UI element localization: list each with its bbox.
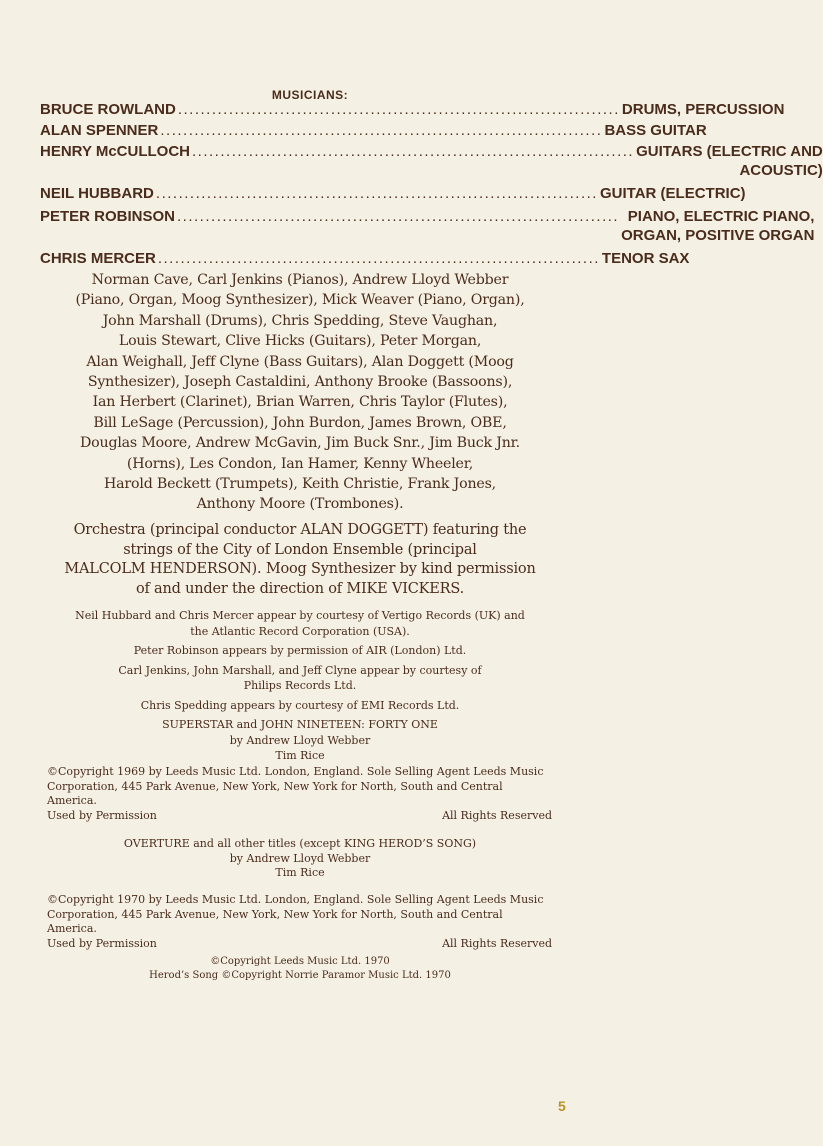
credit-line: Ian Herbert (Clarinet), Brian Warren, Chris Taylor (Flutes), [92,394,508,411]
musician-role: BASS GUITAR [604,122,707,139]
leader-dots: .............................................................................. [192,143,635,160]
final-copyright-line: ©Copyright Leeds Music Ltd. 1970 [210,956,390,967]
musician-role: GUITARS (ELECTRIC AND ACOUSTIC) [636,143,823,179]
credit-line: John Marshall (Drums), Chris Spedding, Steve Vaughan, [102,312,498,329]
used-by-permission: Used by Permission [47,808,157,822]
credit-line: Norman Cave, Carl Jenkins (Pianos), Andrew Lloyd Webber [91,272,509,288]
leader-dots: .............................................................................. [177,208,620,225]
courtesy-line: Carl Jenkins, John Marshall, and Jeff Clyne appear by courtesy of [118,663,482,677]
orchestra-line: strings of the City of London Ensemble (principal [123,541,477,558]
credit-line: Douglas Moore, Andrew McGavin, Jim Buck Snr., Jim Buck Jnr. [80,435,520,452]
credit-line: (Horns), Les Condon, Ian Hamer, Kenny Wheeler, [126,455,474,472]
titles-line: Tim Rice [275,866,325,879]
label-courtesy-notes [40,608,560,764]
musicians-heading: MUSICIANS: [271,88,349,102]
courtesy-line: the Atlantic Record Corporation (USA). [190,624,410,638]
song-credit-line: Tim Rice [275,749,325,762]
copyright-notice-1970 [47,893,552,951]
musician-role: TENOR SAX [601,250,690,267]
roster-row [40,207,815,245]
copyright-footer [47,937,552,952]
leader-dots: .............................................................................. [155,185,598,202]
leader-dots: .............................................................................. [160,122,603,139]
session-musicians-credits [40,270,560,515]
credit-line: Anthony Moore (Trombones). [196,496,404,513]
courtesy-line: Chris Spedding appears by courtesy of EMI Records Ltd. [140,698,460,712]
orchestra-credit [30,521,570,599]
musician-name: BRUCE ROWLAND [40,101,176,118]
roster-row [40,184,746,203]
copyright-text: ©Copyright 1970 by Leeds Music Ltd. London, England. Sole Selling Agent Leeds Music Corporation, 445 Park Avenue, New York, New York for North, South and Central America. [47,893,544,935]
final-copyright-line: Herod’s Song ©Copyright Norrie Paramor Music Ltd. 1970 [149,970,451,981]
roster-row [40,249,690,268]
copyright-notice-1969 [47,765,552,823]
titles-credit [40,837,560,881]
page-number: 5 [558,1098,566,1114]
copyright-text: ©Copyright 1969 by Leeds Music Ltd. London, England. Sole Selling Agent Leeds Music Corporation, 445 Park Avenue, New York, New York for North, South and Central America. [47,765,544,807]
final-copyright-lines [40,955,560,983]
leader-dots: .............................................................................. [157,250,600,267]
orchestra-line: Orchestra (principal conductor ALAN DOGGETT) featuring the [73,522,527,538]
credit-line: Harold Beckett (Trumpets), Keith Christie, Frank Jones, [104,476,496,493]
musicians-roster [40,100,823,270]
all-rights-reserved: All Rights Reserved [442,936,552,950]
musician-role: PIANO, ELECTRIC PIANO, ORGAN, POSITIVE ORGAN [621,208,815,244]
courtesy-line: Peter Robinson appears by permission of AIR (London) Ltd. [133,644,467,657]
musician-name: ALAN SPENNER [40,122,159,139]
courtesy-line: Philips Records Ltd. [243,679,357,692]
musician-name: NEIL HUBBARD [40,185,154,202]
roster-row [40,121,707,140]
credit-line: Louis Stewart, Clive Hicks (Guitars), Peter Morgan, [118,333,482,350]
orchestra-line: of and under the direction of MIKE VICKERS. [135,580,465,597]
musician-name: PETER ROBINSON [40,208,176,225]
orchestra-line: MALCOLM HENDERSON). Moog Synthesizer by kind permission [64,561,536,577]
leader-dots: .............................................................................. [177,101,620,118]
titles-line: OVERTURE and all other titles (except KING HEROD’S SONG) [123,837,477,850]
roster-row [40,142,823,180]
credit-line: Synthesizer), Joseph Castaldini, Anthony Brooke (Bassoons), [87,374,513,391]
used-by-permission: Used by Permission [47,936,157,950]
musician-name: CHRIS MERCER [40,250,156,267]
song-credit-line: SUPERSTAR and JOHN NINETEEN: FORTY ONE [162,718,438,731]
credit-line: Alan Weighall, Jeff Clyne (Bass Guitars), Alan Doggett (Moog [86,353,514,370]
musician-role: DRUMS, PERCUSSION [621,101,785,118]
credit-line: Bill LeSage (Percussion), John Burdon, James Brown, OBE, [93,414,507,431]
copyright-footer [47,809,552,824]
titles-line: by Andrew Lloyd Webber [229,851,371,865]
musician-name: HENRY McCULLOCH [40,143,191,160]
song-credit-line: by Andrew Lloyd Webber [229,733,371,747]
all-rights-reserved: All Rights Reserved [442,808,552,822]
roster-row [40,100,785,119]
credit-line: (Piano, Organ, Moog Synthesizer), Mick Weaver (Piano, Organ), [75,292,525,309]
courtesy-line: Neil Hubbard and Chris Mercer appear by courtesy of Vertigo Records (UK) and [75,609,525,622]
musician-role: GUITAR (ELECTRIC) [599,185,746,202]
